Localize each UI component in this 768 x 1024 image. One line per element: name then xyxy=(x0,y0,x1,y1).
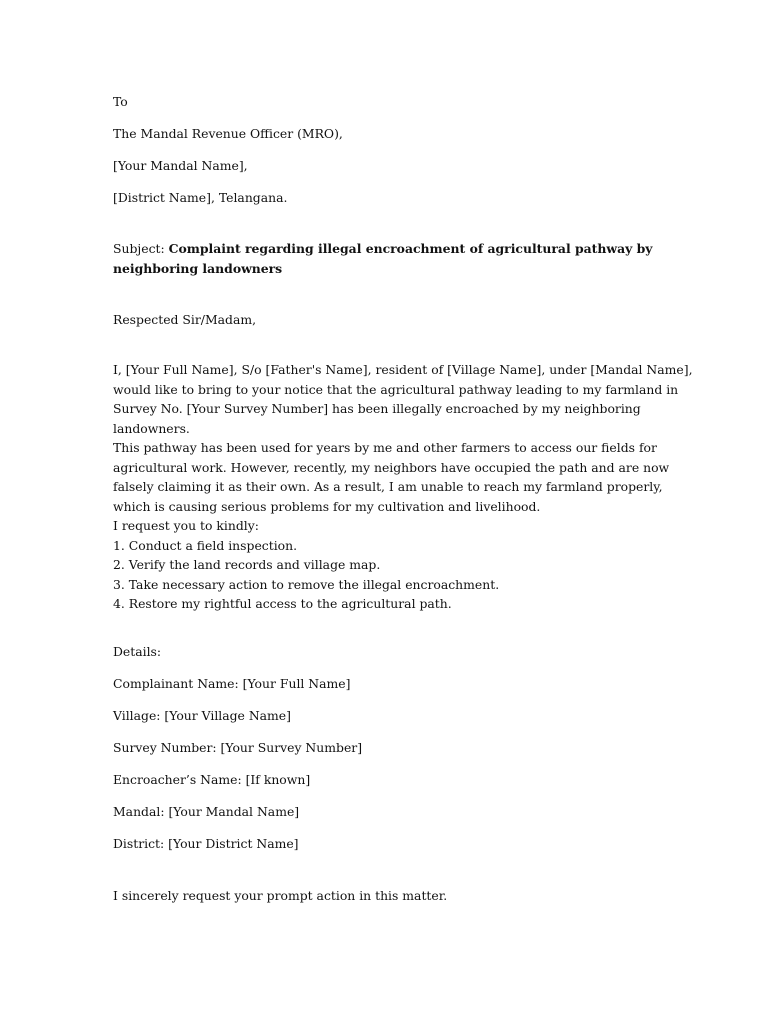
closing-line: I sincerely request your prompt action in this matter. xyxy=(113,888,448,903)
subject-label: Subject: xyxy=(113,241,165,256)
request-item: 4. Restore my rightful access to the agricultural path. xyxy=(113,596,452,611)
detail-item: Mandal: [Your Mandal Name] xyxy=(113,804,300,819)
body-line: would like to bring to your notice that the agricultural pathway leading to my farmland in xyxy=(113,381,679,397)
request-intro: I request you to kindly: xyxy=(113,518,259,533)
detail-item: Survey Number: [Your Survey Number] xyxy=(113,740,363,755)
detail-item: Complainant Name: [Your Full Name] xyxy=(113,676,351,691)
detail-item: Village: [Your Village Name] xyxy=(113,708,291,723)
request-item: 1. Conduct a field inspection. xyxy=(113,537,298,553)
recipient-line: [District Name], Telangana. xyxy=(113,190,288,205)
salutation: Respected Sir/Madam, xyxy=(113,312,257,327)
recipient-line: [Your Mandal Name], xyxy=(113,158,248,173)
subject-line xyxy=(113,239,652,259)
recipient-line: The Mandal Revenue Officer (MRO), xyxy=(113,126,343,141)
detail-item: Encroacher’s Name: [If known] xyxy=(113,772,311,787)
body-line: I, [Your Full Name], S/o [Father's Name], resident of [Village Name], under [Mandal Name], xyxy=(113,362,693,377)
request-item: 2. Verify the land records and village map. xyxy=(113,557,381,572)
body-line: falsely claiming it as their own. As a result, I am unable to reach my farmland properly, xyxy=(113,479,663,494)
body-line: This pathway has been used for years by me and other farmers to access our fields for xyxy=(113,440,657,455)
to-line: To xyxy=(113,94,128,109)
body-line: agricultural work. However, recently, my neighbors have occupied the path and are now xyxy=(113,459,670,475)
body-line: Survey No. [Your Survey Number] has been illegally encroached by my neighboring xyxy=(113,401,641,416)
details-heading: Details: xyxy=(113,644,162,659)
subject-text: Complaint regarding illegal encroachment of agricultural pathway by xyxy=(168,241,653,256)
detail-item: District: [Your District Name] xyxy=(113,836,299,851)
body-line: landowners. xyxy=(113,420,190,436)
request-item: 3. Take necessary action to remove the illegal encroachment. xyxy=(113,576,500,592)
body-line: which is causing serious problems for my cultivation and livelihood. xyxy=(113,498,541,514)
subject-text-continued: neighboring landowners xyxy=(113,261,283,276)
